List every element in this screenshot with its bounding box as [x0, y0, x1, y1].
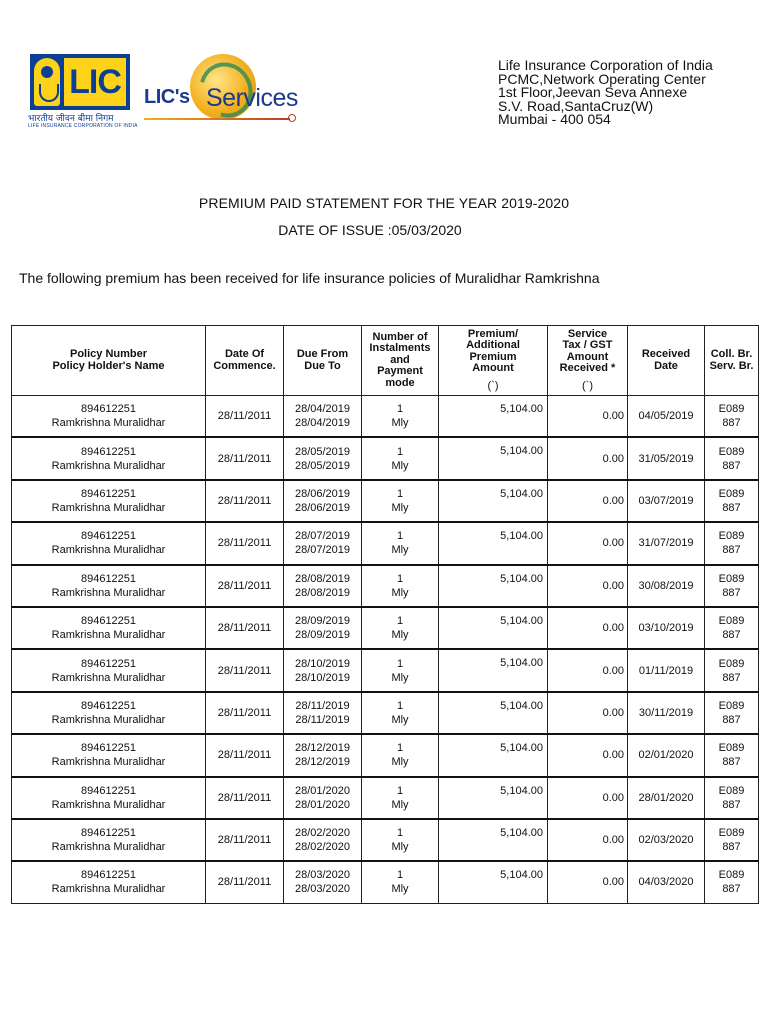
collection-branch: E089 — [718, 445, 745, 458]
policy-holder: Ramkrishna Muralidhar — [51, 459, 166, 472]
table-row — [12, 649, 759, 691]
table-row — [12, 734, 759, 776]
policy-number: 894612251 — [80, 869, 137, 882]
due-from: 28/01/2020 — [294, 784, 351, 797]
received-date: 04/03/2020 — [628, 861, 705, 903]
received-date: 04/05/2019 — [628, 396, 705, 438]
payment-mode: Mly — [391, 671, 409, 684]
due-to: 28/02/2020 — [294, 841, 351, 854]
instalment-count: 1 — [396, 615, 404, 628]
address-line: Mumbai - 400 054 — [498, 111, 611, 128]
premium-statement-table — [11, 325, 759, 904]
instalment-count: 1 — [396, 530, 404, 543]
policy-number: 894612251 — [80, 742, 137, 755]
policy-number: 894612251 — [80, 784, 137, 797]
address-line: S.V. Road,SantaCruz(W) — [498, 97, 654, 114]
policy-holder: Ramkrishna Muralidhar — [51, 629, 166, 642]
policy-cell — [12, 861, 206, 903]
policy-number: 894612251 — [80, 445, 137, 458]
policy-holder: Ramkrishna Muralidhar — [51, 841, 166, 854]
instalment-cell — [362, 396, 439, 438]
collection-branch: E089 — [718, 742, 745, 755]
branch-cell — [705, 565, 759, 607]
table-row — [12, 607, 759, 649]
office-address — [498, 59, 713, 127]
servicing-branch: 887 — [722, 883, 741, 896]
instalment-cell — [362, 692, 439, 734]
due-from: 28/10/2019 — [294, 657, 351, 670]
table-row — [12, 819, 759, 861]
servicing-branch: 887 — [722, 459, 741, 472]
servicing-branch: 887 — [722, 629, 741, 642]
commence-date: 28/11/2011 — [206, 480, 284, 522]
table-header-row — [12, 326, 759, 396]
policy-holder: Ramkrishna Muralidhar — [51, 756, 166, 769]
due-from: 28/12/2019 — [294, 742, 351, 755]
branch-cell — [705, 734, 759, 776]
premium-amount: 5,104.00 — [439, 607, 548, 649]
commence-date: 28/11/2011 — [206, 565, 284, 607]
branch-cell — [705, 861, 759, 903]
servicing-branch: 887 — [722, 713, 741, 726]
instalment-count: 1 — [396, 572, 404, 585]
commence-date: 28/11/2011 — [206, 692, 284, 734]
address-line: PCMC,Network Operating Center — [498, 70, 706, 87]
due-cell — [284, 607, 362, 649]
instalment-count: 1 — [396, 657, 404, 670]
policy-holder: Ramkrishna Muralidhar — [51, 798, 166, 811]
tax-amount: 0.00 — [548, 734, 628, 776]
collection-branch: E089 — [718, 657, 745, 670]
due-to: 28/07/2019 — [294, 544, 351, 557]
tax-amount: 0.00 — [548, 522, 628, 564]
premium-amount: 5,104.00 — [439, 649, 548, 691]
tax-currency-unit: (`) — [582, 379, 593, 392]
header-commence: Date Of Commence. — [206, 326, 284, 396]
premium-currency-unit: (`) — [487, 379, 499, 392]
due-cell — [284, 777, 362, 819]
policy-holder: Ramkrishna Muralidhar — [51, 586, 166, 599]
table-row — [12, 522, 759, 564]
collection-branch: E089 — [718, 487, 745, 500]
policy-cell — [12, 649, 206, 691]
servicing-branch: 887 — [722, 756, 741, 769]
received-date: 03/07/2019 — [628, 480, 705, 522]
tax-amount: 0.00 — [548, 396, 628, 438]
received-date: 03/10/2019 — [628, 607, 705, 649]
instalment-cell — [362, 607, 439, 649]
instalment-cell — [362, 522, 439, 564]
branch-cell — [705, 819, 759, 861]
due-from: 28/09/2019 — [294, 615, 351, 628]
payment-mode: Mly — [391, 417, 409, 430]
payment-mode: Mly — [391, 798, 409, 811]
eservices-dot-icon — [288, 114, 296, 122]
due-cell — [284, 692, 362, 734]
servicing-branch: 887 — [722, 671, 741, 684]
branch-cell — [705, 777, 759, 819]
collection-branch: E089 — [718, 784, 745, 797]
lic-logo — [28, 54, 138, 130]
instalment-cell — [362, 565, 439, 607]
policy-cell — [12, 819, 206, 861]
instalment-count: 1 — [396, 699, 404, 712]
instalment-cell — [362, 777, 439, 819]
received-date: 31/07/2019 — [628, 522, 705, 564]
servicing-branch: 887 — [722, 841, 741, 854]
eservices-name: Services — [206, 84, 298, 112]
branch-cell — [705, 692, 759, 734]
premium-amount: 5,104.00 — [439, 777, 548, 819]
table-row — [12, 565, 759, 607]
policy-cell — [12, 522, 206, 564]
commence-date: 28/11/2011 — [206, 522, 284, 564]
servicing-branch: 887 — [722, 544, 741, 557]
policy-number: 894612251 — [80, 530, 137, 543]
premium-amount: 5,104.00 — [439, 480, 548, 522]
collection-branch: E089 — [718, 869, 745, 882]
policy-cell — [12, 480, 206, 522]
due-cell — [284, 565, 362, 607]
due-cell — [284, 819, 362, 861]
commence-date: 28/11/2011 — [206, 437, 284, 479]
commence-date: 28/11/2011 — [206, 734, 284, 776]
table-row — [12, 480, 759, 522]
instalment-count: 1 — [396, 827, 404, 840]
due-from: 28/06/2019 — [294, 487, 351, 500]
due-to: 28/03/2020 — [294, 883, 351, 896]
policy-cell — [12, 396, 206, 438]
eservices-logo — [144, 52, 296, 128]
premium-amount: 5,104.00 — [439, 734, 548, 776]
commence-date: 28/11/2011 — [206, 819, 284, 861]
due-to: 28/05/2019 — [294, 459, 351, 472]
payment-mode: Mly — [391, 883, 409, 896]
collection-branch: E089 — [718, 403, 745, 416]
policy-number: 894612251 — [80, 657, 137, 670]
policy-cell — [12, 565, 206, 607]
due-from: 28/07/2019 — [294, 530, 351, 543]
tax-amount: 0.00 — [548, 649, 628, 691]
policy-cell — [12, 692, 206, 734]
due-from: 28/03/2020 — [294, 869, 351, 882]
due-cell — [284, 522, 362, 564]
due-to: 28/09/2019 — [294, 629, 351, 642]
payment-mode: Mly — [391, 713, 409, 726]
instalment-count: 1 — [396, 445, 404, 458]
eservices-underline — [144, 118, 290, 120]
tax-amount: 0.00 — [548, 565, 628, 607]
policy-holder: Ramkrishna Muralidhar — [51, 544, 166, 557]
branch-cell — [705, 437, 759, 479]
due-cell — [284, 861, 362, 903]
premium-amount: 5,104.00 — [439, 819, 548, 861]
servicing-branch: 887 — [722, 798, 741, 811]
branch-cell — [705, 480, 759, 522]
header-received: Received Date — [628, 326, 705, 396]
policy-number: 894612251 — [80, 572, 137, 585]
payment-mode: Mly — [391, 629, 409, 642]
branch-cell — [705, 522, 759, 564]
statement-intro: The following premium has been received for life insurance policies of Muralidhar Ramkrishna — [19, 270, 600, 286]
policy-number: 894612251 — [80, 827, 137, 840]
due-from: 28/02/2020 — [294, 827, 351, 840]
table-row — [12, 692, 759, 734]
header-tax: Service Tax / GST Amount Received * (`) — [548, 326, 628, 396]
lic-logo-text: LIC — [64, 58, 126, 106]
tax-amount: 0.00 — [548, 437, 628, 479]
premium-amount: 5,104.00 — [439, 861, 548, 903]
due-cell — [284, 437, 362, 479]
premium-amount: 5,104.00 — [439, 522, 548, 564]
policy-cell — [12, 734, 206, 776]
policy-holder: Ramkrishna Muralidhar — [51, 501, 166, 514]
instalment-count: 1 — [396, 487, 404, 500]
address-line: 1st Floor,Jeevan Seva Annexe — [498, 84, 688, 101]
instalment-count: 1 — [396, 784, 404, 797]
payment-mode: Mly — [391, 459, 409, 472]
collection-branch: E089 — [718, 572, 745, 585]
instalment-cell — [362, 819, 439, 861]
policy-holder: Ramkrishna Muralidhar — [51, 883, 166, 896]
due-to: 28/11/2019 — [295, 713, 350, 726]
branch-cell — [705, 607, 759, 649]
payment-mode: Mly — [391, 544, 409, 557]
collection-branch: E089 — [718, 530, 745, 543]
branch-cell — [705, 396, 759, 438]
table-row — [12, 777, 759, 819]
instalment-count: 1 — [396, 742, 404, 755]
policy-number: 894612251 — [80, 615, 137, 628]
table-row — [12, 396, 759, 438]
due-to: 28/08/2019 — [294, 586, 351, 599]
collection-branch: E089 — [718, 615, 745, 628]
policy-number: 894612251 — [80, 487, 137, 500]
due-to: 28/10/2019 — [294, 671, 351, 684]
premium-amount: 5,104.00 — [439, 565, 548, 607]
date-of-issue: DATE OF ISSUE :05/03/2020 — [278, 222, 462, 238]
tax-amount: 0.00 — [548, 777, 628, 819]
due-cell — [284, 396, 362, 438]
payment-mode: Mly — [391, 586, 409, 599]
policy-number: 894612251 — [80, 699, 137, 712]
payment-mode: Mly — [391, 841, 409, 854]
instalment-cell — [362, 480, 439, 522]
policy-cell — [12, 777, 206, 819]
instalment-cell — [362, 649, 439, 691]
lic-logo-box — [30, 54, 130, 110]
received-date: 30/11/2019 — [628, 692, 705, 734]
due-to: 28/01/2020 — [294, 798, 351, 811]
collection-branch: E089 — [718, 699, 745, 712]
premium-amount: 5,104.00 — [439, 396, 548, 438]
instalment-cell — [362, 734, 439, 776]
due-cell — [284, 480, 362, 522]
due-cell — [284, 734, 362, 776]
received-date: 28/01/2020 — [628, 777, 705, 819]
tax-amount: 0.00 — [548, 480, 628, 522]
servicing-branch: 887 — [722, 586, 741, 599]
due-to: 28/06/2019 — [294, 501, 351, 514]
received-date: 30/08/2019 — [628, 565, 705, 607]
instalment-count: 1 — [396, 403, 404, 416]
commence-date: 28/11/2011 — [206, 396, 284, 438]
policy-number: 894612251 — [80, 403, 137, 416]
header-policy: Policy Number Policy Holder's Name — [12, 326, 206, 396]
due-cell — [284, 649, 362, 691]
due-to: 28/12/2019 — [294, 756, 351, 769]
due-from: 28/04/2019 — [294, 403, 351, 416]
premium-amount: 5,104.00 — [439, 437, 548, 479]
tax-amount: 0.00 — [548, 692, 628, 734]
address-line: Life Insurance Corporation of India — [498, 57, 713, 73]
due-from: 28/11/2019 — [295, 699, 350, 712]
due-from: 28/05/2019 — [294, 445, 351, 458]
policy-cell — [12, 437, 206, 479]
commence-date: 28/11/2011 — [206, 607, 284, 649]
servicing-branch: 887 — [722, 417, 741, 430]
payment-mode: Mly — [391, 501, 409, 514]
statement-title: PREMIUM PAID STATEMENT FOR THE YEAR 2019-2020 — [198, 195, 570, 211]
commence-date: 28/11/2011 — [206, 649, 284, 691]
lamp-emblem-icon — [34, 58, 60, 106]
eservices-prefix: LIC's — [144, 86, 190, 108]
collection-branch: E089 — [718, 827, 745, 840]
policy-holder: Ramkrishna Muralidhar — [51, 671, 166, 684]
received-date: 01/11/2019 — [628, 649, 705, 691]
tax-amount: 0.00 — [548, 861, 628, 903]
received-date: 02/03/2020 — [628, 819, 705, 861]
table-row — [12, 437, 759, 479]
payment-mode: Mly — [391, 756, 409, 769]
instalment-cell — [362, 861, 439, 903]
header-due: Due From Due To — [284, 326, 362, 396]
header-instalments: Number of Instalments and Payment mode — [362, 326, 439, 396]
header-premium: Premium/ Additional Premium Amount (`) — [439, 326, 548, 396]
tax-amount: 0.00 — [548, 819, 628, 861]
commence-date: 28/11/2011 — [206, 777, 284, 819]
policy-holder: Ramkrishna Muralidhar — [51, 417, 166, 430]
received-date: 02/01/2020 — [628, 734, 705, 776]
lic-english-name: LIFE INSURANCE CORPORATION OF INDIA — [28, 123, 138, 129]
received-date: 31/05/2019 — [628, 437, 705, 479]
table-row — [12, 861, 759, 903]
lic-hindi-name: भारतीय जीवन बीमा निगम — [28, 114, 114, 124]
instalment-count: 1 — [396, 869, 404, 882]
premium-amount: 5,104.00 — [439, 692, 548, 734]
branch-cell — [705, 649, 759, 691]
header-branch: Coll. Br. Serv. Br. — [705, 326, 759, 396]
servicing-branch: 887 — [722, 501, 741, 514]
policy-holder: Ramkrishna Muralidhar — [51, 713, 166, 726]
instalment-cell — [362, 437, 439, 479]
tax-amount: 0.00 — [548, 607, 628, 649]
policy-cell — [12, 607, 206, 649]
commence-date: 28/11/2011 — [206, 861, 284, 903]
due-from: 28/08/2019 — [294, 572, 351, 585]
due-to: 28/04/2019 — [294, 417, 351, 430]
